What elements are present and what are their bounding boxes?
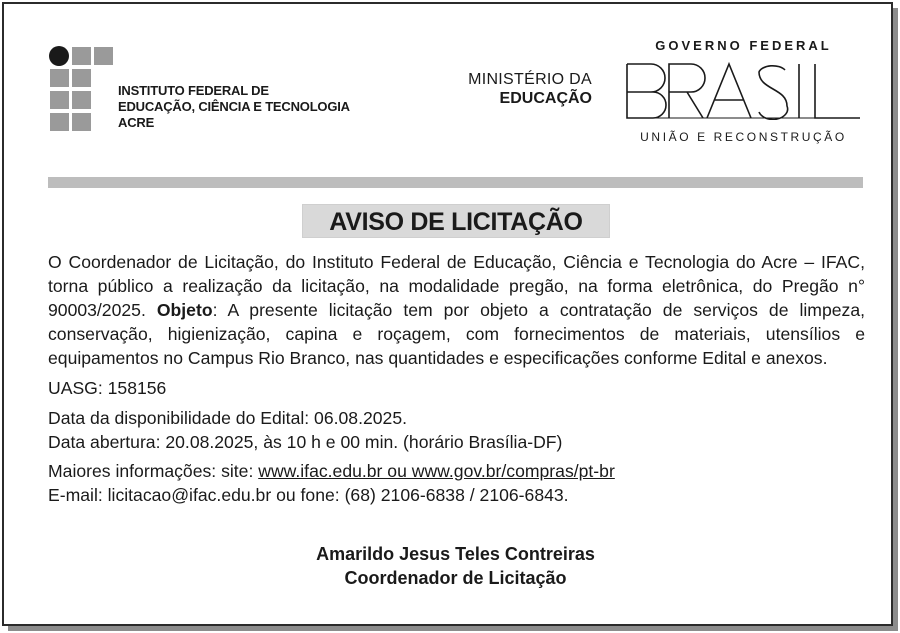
- signature: [48, 542, 863, 590]
- institute-name: [118, 83, 350, 131]
- uasg-line: UASG: 158156: [48, 378, 167, 398]
- government-slogan: UNIÃO E RECONSTRUÇÃO: [640, 130, 847, 144]
- notice-text-part-1: O Coordenador de Licitação, do Instituto Federal de Educação, Ciência e Tecnologia do Acre – IFAC, torna público a realização da licitação, na modalidade pregão, na forma eletrônica, do Pregão n° 90003/2025.: [48, 252, 865, 320]
- notice-title: AVISO DE LICITAÇÃO: [302, 204, 610, 238]
- frame-shadow-right: [893, 8, 898, 630]
- frame-shadow-bottom: [8, 626, 898, 631]
- signatory-role: Coordenador de Licitação: [344, 568, 567, 588]
- ministry-line-1: MINISTÉRIO DA: [468, 71, 592, 88]
- opening-date-line: Data abertura: 20.08.2025, às 10 h e 00 min. (horário Brasília-DF): [48, 432, 563, 452]
- ifac-logo-icon: [48, 45, 114, 135]
- signatory-name: Amarildo Jesus Teles Contreiras: [316, 544, 595, 564]
- header-divider: [48, 177, 863, 188]
- institute-line-3: ACRE: [118, 115, 155, 130]
- info-links[interactable]: www.ifac.edu.br ou www.gov.br/compras/pt-br: [258, 461, 615, 481]
- info-prefix: Maiores informações: site:: [48, 461, 259, 481]
- email-line: E-mail: licitacao@ifac.edu.br ou fone: (68) 2106-6838 / 2106-6843.: [48, 485, 569, 505]
- institute-line-1: INSTITUTO FEDERAL DE: [118, 83, 269, 98]
- notice-body: [48, 250, 865, 507]
- notice-paragraph: [48, 250, 865, 370]
- ministry-line-2: EDUCAÇÃO: [499, 90, 592, 107]
- ministry-name: [440, 70, 592, 108]
- edital-date-line: Data da disponibilidade do Edital: 06.08.2025.: [48, 408, 407, 428]
- institute-line-2: EDUCAÇÃO, CIÊNCIA E TECNOLOGIA: [118, 99, 350, 114]
- brasil-wordmark-icon: [625, 62, 862, 120]
- info-line: [48, 459, 865, 483]
- object-label: Objeto: [156, 300, 213, 320]
- notice-text-part-2: : A presente licitação tem por objeto a contratação de serviços de limpeza, conservação, higienização, capina e roçagem, com fornecimentos de materiais, utensílios e equipamentos no Campus Rio Branco, nas quantidades e especificações conforme Edital e anexos.: [48, 300, 865, 368]
- government-title: GOVERNO FEDERAL: [655, 38, 832, 53]
